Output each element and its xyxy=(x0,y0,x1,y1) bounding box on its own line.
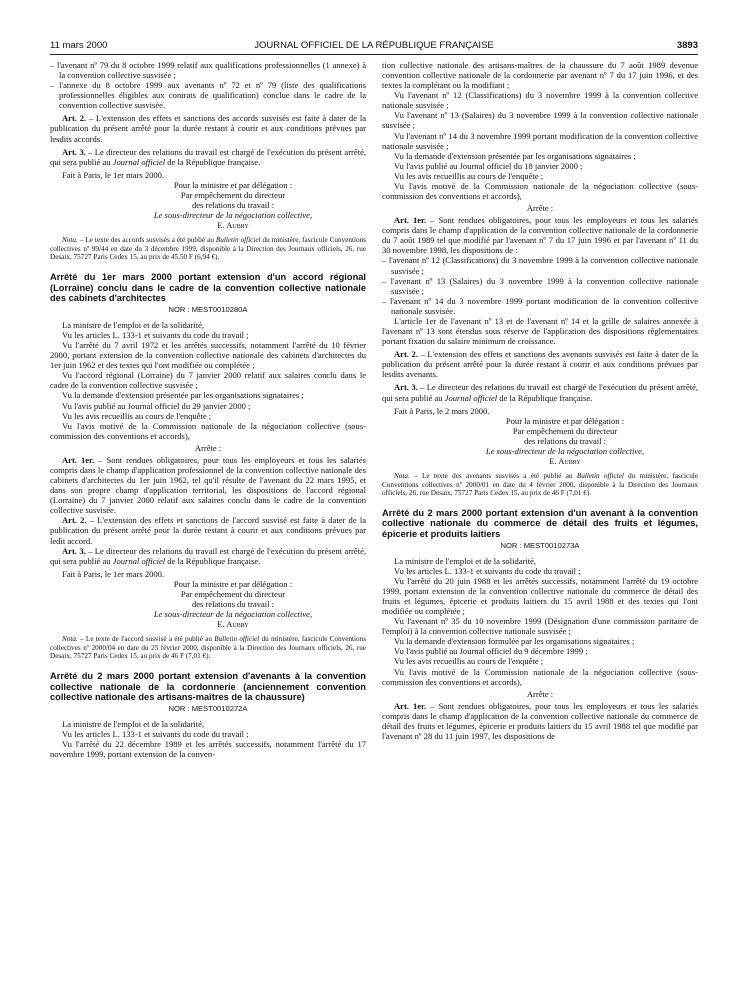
nota: Nota. – Le texte de l'accord susvisé a été publié au Bulletin officiel du ministère, fascicule Conventions collectives nº 2000/04 en date du 25 février 2000, disponible à la Direction des Journaux officiels, 26, rue Desaix, 75727 Paris Cedex 15, au prix de 46 F (7,01 €). xyxy=(50,635,367,661)
article-1-tail: L'article 1er de l'avenant nº 13 et de l'avenant nº 14 et la grille de salaires annexée à l'avenant nº 13 sont étendus sous réserve de l'application des dispositions réglementaires portant fixation du salaire minimum de croissance. xyxy=(382,315,698,347)
visa: Vu l'avis publié au Journal officiel du 29 janvier 2000 ; xyxy=(62,400,251,411)
nor-reference: NOR : MEST0010273A xyxy=(500,540,580,550)
visa: La ministre de l'emploi et de la solidarité, xyxy=(394,555,537,566)
done-at: Fait à Paris, le 1er mars 2000. xyxy=(62,568,165,579)
visa: Vu l'avenant nº 14 du 3 novembre 1999 portant modification de la convention collective nationale susvisée ; xyxy=(382,130,698,151)
signature-line: Par empêchement du directeur xyxy=(180,588,286,599)
done-at: Fait à Paris, le 1er mars 2000. xyxy=(62,169,165,180)
visa: Vu la demande d'extension formulée par les organisations signataires ; xyxy=(394,636,635,647)
visa: Vu l'accord régional (Lorraine) du 7 janvier 2000 relatif aux salaires conclu dans le cadre de la convention collective susvisée ; xyxy=(50,370,366,391)
journal-ref: Journal officiel xyxy=(112,156,166,167)
arrete-title: Arrêté du 2 mars 2000 portant extension d'un avenant à la convention collective nationale du commerce de détail des fruits et légumes, épicerie et produits laitiers xyxy=(382,507,698,540)
article-label: Art. 3. xyxy=(62,545,86,556)
signature-line: des relations du travail : xyxy=(191,200,275,211)
signature-line: Par empêchement du directeur xyxy=(512,425,618,436)
journal-ref: Journal officiel xyxy=(112,555,166,566)
article-1 xyxy=(382,701,698,741)
article-label: Art. 2. xyxy=(394,349,418,360)
header-date: 11 mars 2000 xyxy=(50,40,108,51)
arrete-label: Arrête : xyxy=(194,442,222,453)
journal-ref: Journal officiel xyxy=(444,392,498,403)
visa: Vu les avis recueillis au cours de l'enquête ; xyxy=(394,656,544,667)
article-label: Art. 1er. xyxy=(394,700,427,711)
signature-name: E. Aubry xyxy=(217,220,249,231)
article-text: – Sont rendues obligatoires, pour tous les employeurs et tous les salariés compris dans le champ d'application de la convention collective nationale de la cordonnerie du 7 août 1989 tel que modifié par l'avenant nº 7 du 17 juin 1996 et par l'avenant nº 11 du 30 novembre 1998, les dispositions de : xyxy=(382,215,698,256)
done-at: Fait à Paris, le 2 mars 2000. xyxy=(394,405,490,416)
signature-line: Le sous-directeur de la négociation collective, xyxy=(153,609,313,620)
bulletin-ref: Bulletin officiel xyxy=(214,635,260,644)
visa: Vu la demande d'extension présentée par les organisations signataires ; xyxy=(62,390,304,401)
signature-name: E. Aubry xyxy=(217,619,249,630)
visa: La ministre de l'emploi et de la solidarité, xyxy=(62,319,205,330)
article-label: Art. 3. xyxy=(62,146,86,157)
visa-continued: tion collective nationale des artisans-maîtres de la chaussure du 7 août 1989 devenue convention collective nationale de la cordonnerie par avenant nº 7 du 17 juin 1996, et des textes la complétant ou la modifiant ; xyxy=(382,60,698,91)
article-text: de la République française. xyxy=(165,156,261,167)
article-1 xyxy=(50,455,366,515)
signature-line: Pour la ministre et par délégation : xyxy=(173,179,293,190)
visa: Vu les avis recueillis au cours de l'enquête ; xyxy=(62,410,212,421)
visa: Vu l'avenant nº 12 (Classifications) du 3 novembre 1999 à la convention collective nationale susvisée ; xyxy=(382,90,698,111)
article-2 xyxy=(50,113,366,143)
visa: Vu l'avis motivé de la Commission nationale de la négociation collective (sous-commission des conventions et accords), xyxy=(382,666,698,687)
signature-line: des relations du travail : xyxy=(523,435,607,446)
article-2 xyxy=(50,515,366,545)
article-text: – Le directeur des relations du travail est chargé de l'exécution du présent arrêté, qui sera publié au xyxy=(382,382,699,403)
visa: Vu l'avis publié au Journal officiel du 18 janvier 2000 ; xyxy=(394,160,583,171)
list-item: – l'avenant nº 12 (Classifications) du 3 novembre 1999 à la convention collective nationale susvisée ; xyxy=(382,255,698,276)
header-rule xyxy=(50,54,698,55)
left-column xyxy=(50,60,366,759)
visa: Vu les avis recueillis au cours de l'enquête ; xyxy=(394,170,544,181)
list-item: – l'annexe du 8 octobre 1999 aux avenants nº 72 et nº 79 (liste des qualifications professionnelles éligibles aux contrats de qualification) conclue dans le cadre de la convention collective susvisée. xyxy=(50,80,366,111)
nota-label: Nota. xyxy=(62,236,78,245)
nota-label: Nota. xyxy=(394,472,410,481)
signature-name: E. Aubry xyxy=(549,455,581,466)
arrete-label: Arrête : xyxy=(526,203,554,214)
visa: Vu l'arrêté du 22 décembre 1989 et les arrêtés successifs, notamment l'arrêté du 17 novembre 1999, portant extension de la conven- xyxy=(50,739,366,760)
article-2 xyxy=(382,349,698,379)
visa: Vu l'avenant nº 13 (Salaires) du 3 novembre 1999 à la convention collective nationale susvisée ; xyxy=(382,110,698,131)
visa: Vu la demande d'extension présentée par les organisations signataires ; xyxy=(394,150,636,161)
list-item: – l'avenant nº 13 (Salaires) du 3 novembre 1999 à la convention collective nationale susvisée ; xyxy=(382,275,698,296)
visa: Vu les articles L. 133-1 et suivants du code du travail ; xyxy=(62,728,249,739)
article-label: Art. 1er. xyxy=(394,215,427,226)
signature-line: Par empêchement du directeur xyxy=(180,189,286,200)
visa: Vu les articles L. 133-1 et suivants du code du travail ; xyxy=(62,329,249,340)
right-column xyxy=(382,60,698,741)
visa: Vu l'avis publié au Journal officiel du 9 décembre 1999 ; xyxy=(394,646,588,657)
nor-reference: NOR : MEST0010280A xyxy=(168,304,248,314)
article-text: de la République française. xyxy=(165,555,261,566)
article-3 xyxy=(382,382,698,402)
article-3 xyxy=(50,546,366,566)
list-item: – l'avenant nº 79 du 8 octobre 1999 relatif aux qualifications professionnelles (1 annexe) à la convention collective susvisée ; xyxy=(50,60,366,81)
nota: Nota. – Le texte des accords susvisés a été publié au Bulletin officiel du ministère, fascicule Conventions collectives nº 99/44 en date du 3 décembre 1999, disponible à la Direction des Journaux officiels, 26, rue Desaix, 75727 Paris Cedex 15, au prix de 45,50 F (6,94 €). xyxy=(50,236,367,262)
visa: Vu les articles L. 133-1 et suivants du code du travail ; xyxy=(394,565,581,576)
article-1 xyxy=(382,215,698,255)
bulletin-ref: Bulletin officiel xyxy=(215,236,261,245)
page-header xyxy=(50,40,698,54)
arrete-title: Arrêté du 2 mars 2000 portant extension d'avenants à la convention collective nationale de la cordonnerie (anciennement convention collective nationale des artisans-maîtres de la chaussure) xyxy=(50,671,366,703)
signature-line: Le sous-directeur de la négociation collective, xyxy=(153,210,313,221)
article-text: – Le directeur des relations du travail est chargé de l'exécution du présent arrêté, qui sera publié au xyxy=(50,545,367,566)
arrete-title: Arrêté du 1er mars 2000 portant extension d'un accord régional (Lorraine) conclu dans le cadre de la convention collective nationale des cabinets d'architectes xyxy=(50,272,366,304)
article-text: – Sont rendues obligatoires, pour tous les employeurs et tous les salariés compris dans le champ d'application de la convention collective nationale du commerce de détail des fruits et légumes, épicerie et produits laitiers du 15 avril 1988 tel que modifié par l'avenant nº 28 du 11 juin 1997, les dispositions de xyxy=(382,700,698,742)
visa: Vu l'avis motivé de la Commission nationale de la négociation collective (sous-commission des conventions et accords), xyxy=(50,420,366,441)
signature-line: des relations du travail : xyxy=(191,599,275,609)
article-text: – Le directeur des relations du travail est chargé de l'exécution du présent arrêté, qui sera publié au xyxy=(50,146,367,167)
article-text: – L'extension des effets et sanctions des avenants susvisés est faite à dater de la publication du présent arrêté pour la durée restant à courir et aux conditions prévues par lesdits avenants. xyxy=(382,349,699,380)
signature-line: Pour la ministre et par délégation : xyxy=(505,415,625,426)
bulletin-ref: Bulletin officiel xyxy=(576,472,624,481)
article-text: – Sont rendues obligatoires, pour tous les employeurs et tous les salariés compris dans le champ d'application professionnel de la convention collective nationale des cabinets d'architectes du 1er juin 1962, tel qu'il résulte de l'avenant du 22 mars 1995, et dans son propre champ d'application territorial, les dispositions de l'accord régional (Lorraine) du 7 janvier 2000 relatif aux salaires conclu dans le cadre de la convention collective susvisée. xyxy=(50,454,366,516)
visa: La ministre de l'emploi et de la solidarité, xyxy=(62,718,205,729)
article-label: Art. 3. xyxy=(394,382,418,393)
list-item: – l'avenant nº 14 du 3 novembre 1999 portant modification de la convention collective nationale susvisée. xyxy=(382,295,698,316)
nota: Nota. – Le texte des avenants susvisés a été publié au Bulletin officiel du ministère, fascicule Conventions collectives nº 2000/01 en date du 4 février 2000, disponible à la Direction des Journaux officiels, 26, rue Desaix, 75727 Paris Cedex 15, au prix de 46 F (7,01 €). xyxy=(382,472,698,498)
journal-title: JOURNAL OFFICIEL DE LA RÉPUBLIQUE FRANÇAISE xyxy=(254,40,494,51)
nor-reference: NOR : MEST0010272A xyxy=(168,703,248,713)
article-text: – L'extension des effets et sanctions de l'accord susvisé est faite à dater de la publication du présent arrêté pour la durée restant à courir et aux conditions prévues par ledit accord. xyxy=(50,515,366,546)
visa: Vu l'arrêté du 7 avril 1972 et les arrêtés successifs, notamment l'arrêté du 10 février 2000, portant extension de la convention collective nationale des cabinets d'architectes du 1er juin 1962 et des textes qui l'ont modifiée ou complétée ; xyxy=(50,340,366,371)
article-3 xyxy=(50,147,366,167)
page-number: 3893 xyxy=(676,40,698,51)
signature-line: Pour la ministre et par délégation : xyxy=(173,578,293,589)
arrete-label: Arrête : xyxy=(526,688,554,699)
signature-line: Le sous-directeur de la négociation collective, xyxy=(485,445,645,456)
article-label: Art. 1er. xyxy=(62,454,95,465)
visa: Vu l'avis motivé de la Commission nationale de la négociation collective (sous-commission des conventions et accords), xyxy=(382,180,698,202)
article-label: Art. 2. xyxy=(62,113,87,124)
article-text: de la République française. xyxy=(497,392,593,403)
nota-label: Nota. xyxy=(62,635,78,644)
article-label: Art. 2. xyxy=(62,515,87,526)
visa: Vu l'avenant nº 35 du 10 novembre 1999 (Désignation d'une commission paritaire de l'emploi) à la convention collective nationale susvisée ; xyxy=(382,616,698,637)
article-text: – L'extension des effets et sanctions des accords susvisés est faite à dater de la publication du présent arrêté pour la durée restant à courir et aux conditions prévues par lesdits accords. xyxy=(50,113,366,144)
visa: Vu l'arrêté du 20 juin 1988 et les arrêtés successifs, notamment l'arrêté du 19 octobre 1999, portant extension de la convention collective nationale du commerce de détail des fruits et légumes, épicerie et produits laitiers du 15 avril 1988 et des textes qui l'ont modifiée ou complétée ; xyxy=(382,575,698,617)
